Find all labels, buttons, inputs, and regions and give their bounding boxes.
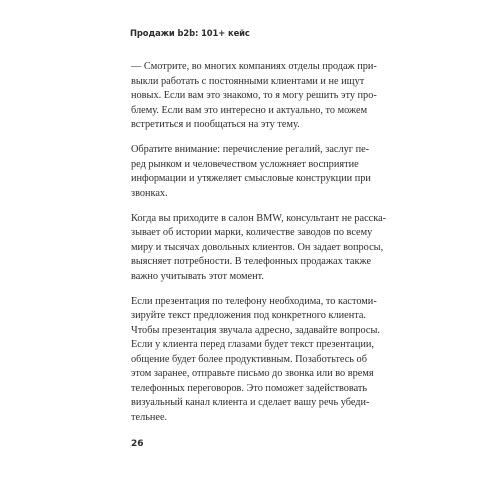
text-line: ред рынком и человечеством усложняет восприятие [131, 158, 359, 170]
text-line: Чтобы презентация звучала адресно, задавайте вопросы. [131, 324, 380, 336]
text-line: звонках. [131, 187, 168, 199]
text-line: встретиться и пообщаться на эту тему. [131, 119, 300, 130]
text-line: новых. Если вам это знакомо, то я могу решить эту про- [131, 90, 377, 101]
text-line: миру и тысячах довольных клиентов. Он задает вопросы, [131, 241, 384, 253]
page-number: 26 [131, 439, 144, 449]
paragraph-presentation [131, 295, 380, 426]
body-text [131, 60, 387, 436]
text-line: этом заранее, отправьте письмо до звонка или во время [131, 368, 374, 379]
text-line: важно учитывать этот момент. [131, 270, 264, 282]
paragraph-note [131, 143, 376, 201]
text-line: общение будет более продуктивным. Позаботьтесь об [131, 353, 367, 365]
text-line: — Смотрите, во многих компаниях отделы продаж при- [131, 61, 377, 72]
text-line: выкли работать с постоянными клиентами и не ищут [131, 75, 365, 87]
text-line: информации и утяжеляет смысловые конструкции при [131, 173, 371, 184]
text-line: Если презентация по телефону необходима, то кастоми- [131, 295, 377, 307]
text-line: Если у клиента перед глазами будет текст презентации, [131, 339, 374, 350]
text-line: выясняет потребности. В телефонных продажах также [131, 256, 372, 267]
text-line: Когда вы приходите в салон BMW, консультант не расска- [131, 212, 387, 224]
paragraph-quote [131, 60, 376, 133]
text-line: зывает об истории марки, количестве заводов по всему [131, 227, 373, 238]
text-line: тельнее. [131, 411, 168, 423]
paragraph-bmw [131, 212, 387, 285]
text-line: телефонных переговоров. Это поможет задействовать [131, 382, 368, 394]
text-line: визуальный канал клиента и сделает вашу речь убеди- [131, 397, 370, 408]
running-head: Продажи b2b: 101+ кейс [130, 28, 250, 38]
text-line: зируйте текст предложения под конкретного клиента. [131, 310, 366, 321]
text-line: блему. Если вам это интересно и актуально, то можем [131, 104, 368, 116]
text-line: Обратите внимание: перечисление регалий, заслуг пе- [131, 144, 370, 155]
